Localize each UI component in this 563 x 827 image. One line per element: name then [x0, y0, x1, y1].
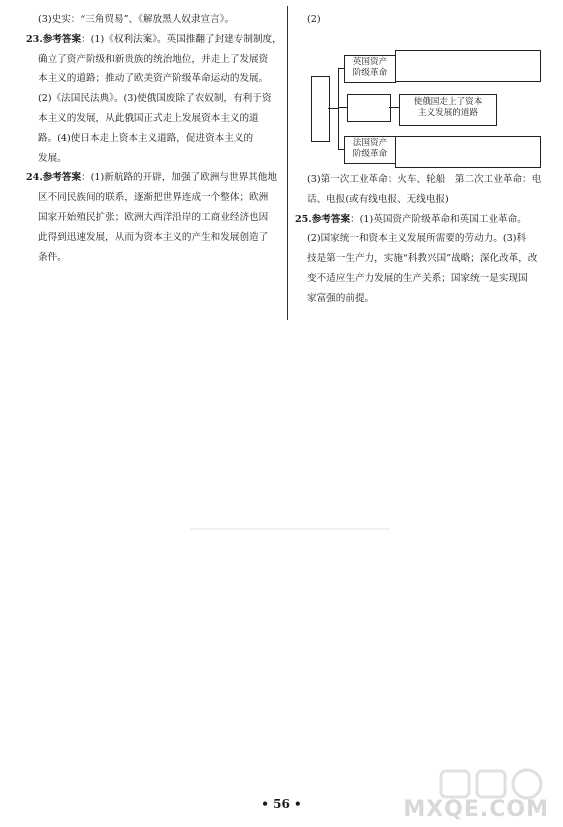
q25-label: 参考答案 — [311, 213, 351, 225]
page-number: • 56 • — [261, 797, 302, 811]
right-column — [295, 10, 545, 30]
diagram-connector — [328, 108, 338, 109]
q24-line: 此得到迅速发展，从而为资本主义的产生和发展创造了 — [38, 231, 269, 243]
q25-line: ：(1)英国资产阶级革命和英国工业革命。 — [350, 213, 527, 225]
left-column — [26, 10, 282, 267]
diagram-connector — [338, 107, 347, 108]
q24-line: ：(1)新航路的开辟，加强了欧洲与世界其他地 — [81, 172, 277, 184]
diagram-connector — [338, 68, 339, 150]
q23-line: (2)《法国民法典》。(3)使俄国废除了农奴制，有利于资 — [38, 93, 272, 105]
q23-line: 发展。 — [38, 152, 67, 164]
q25-line: 变不适应生产力发展的生产关系；国家统一是实现国 — [307, 272, 528, 284]
diagram-bottom-right-box — [395, 136, 541, 168]
q23-label: 参考答案 — [42, 33, 82, 45]
q23-line: 确立了资产阶级和新贵族的统治地位，并走上了发展资 — [38, 53, 269, 65]
q25-line: 技是第一生产力，实施“科教兴国”战略；深化改革，改 — [307, 253, 538, 265]
q23-line: 路。(4)使日本走上资本主义道路，促进资本主义的 — [38, 132, 254, 144]
q24-number: 24. — [26, 172, 43, 184]
q23-answer — [26, 30, 282, 169]
diagram-blank-box — [347, 94, 391, 122]
q3-line: (3)第一次工业革命：火车、轮船 第二次工业革命：电 — [307, 174, 542, 185]
q24-line: 条件。 — [38, 251, 67, 263]
diagram-france-revolution-box: 法国资产 阶级革命 — [344, 136, 396, 164]
flow-diagram — [311, 48, 546, 170]
right-column-lower — [295, 170, 545, 309]
q22-part3: (3)史实：“三角贸易”、《解放黑人奴隶宣言》。 — [38, 14, 235, 25]
column-divider — [287, 6, 288, 320]
q24-label: 参考答案 — [42, 172, 82, 184]
q24-line: 国家开始殖民扩张；欧洲大西洋沿岸的工商业经济也因 — [38, 211, 269, 223]
q25-line: 家富强的前提。 — [307, 292, 375, 304]
diagram-england-revolution-box: 英国资产 阶级革命 — [344, 55, 396, 83]
q-part2-label: (2) — [307, 14, 321, 25]
bleed-through-mark — [190, 528, 390, 530]
q23-line: ：(1)《权利法案》。英国推翻了封建专制制度， — [81, 33, 282, 45]
q23-line: 本主义的发展，从此俄国正式走上发展资本主义的道 — [38, 112, 259, 124]
diagram-russia-box: 使俄国走上了资本 主义发展的道路 — [399, 94, 497, 126]
q25-answer — [295, 210, 545, 309]
diagram-connector — [389, 107, 399, 108]
q23-line: 本主义的道路；推动了欧美资产阶级革命运动的发展。 — [38, 73, 269, 85]
diagram-top-right-box — [395, 50, 541, 82]
watermark-url: MXQE.COM — [403, 797, 549, 822]
q24-line: 区不同民族间的联系，逐渐把世界连成一个整体；欧洲 — [38, 192, 269, 204]
q25-number: 25. — [295, 213, 312, 225]
q3-line: 话、电报(或有线电报、无线电报) — [307, 193, 449, 205]
q24-answer — [26, 168, 282, 267]
q23-number: 23. — [26, 33, 43, 45]
diagram-left-box — [311, 76, 330, 142]
q25-line: (2)国家统一和资本主义发展所需要的劳动力。(3)科 — [307, 233, 527, 245]
